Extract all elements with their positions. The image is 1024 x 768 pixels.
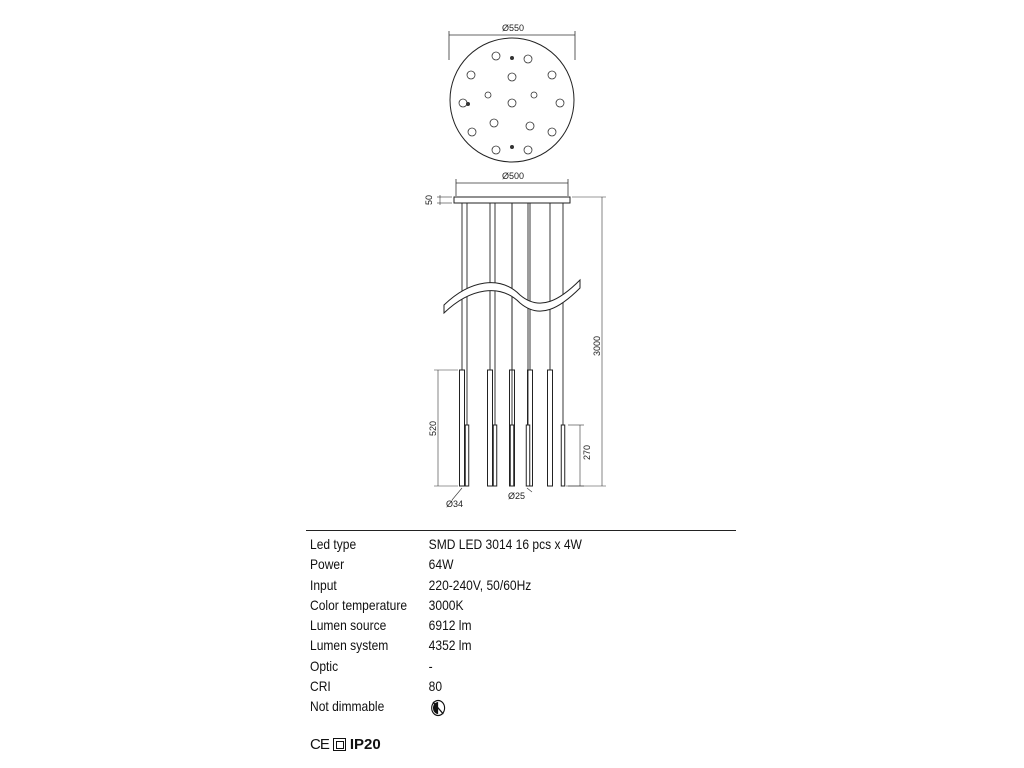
- spec-table: [310, 534, 671, 717]
- canopy-hole: [526, 122, 534, 130]
- canopy-height-label: 50: [424, 194, 434, 205]
- spec-label: Lumen source: [310, 617, 387, 634]
- not-dimmable-icon: [430, 699, 445, 717]
- spec-row: [310, 696, 671, 716]
- canopy-hole: [531, 92, 537, 98]
- spec-value: 80: [428, 678, 443, 695]
- canopy-top-view: [450, 38, 574, 162]
- long-tube-length-label: 520: [428, 420, 438, 436]
- canopy-hole: [524, 146, 532, 154]
- side-view-dimension: [456, 179, 568, 196]
- spec-divider: [306, 530, 736, 531]
- canopy-hole: [492, 52, 500, 60]
- spec-label: Power: [310, 556, 345, 573]
- spec-row: [310, 676, 671, 696]
- spec-value: 220-240V, 50/60Hz: [428, 576, 532, 593]
- spec-label: CRI: [310, 678, 331, 695]
- pendant-tube: [460, 370, 465, 486]
- spec-row: [310, 635, 671, 655]
- canopy-hole: [508, 73, 516, 81]
- spec-row: [310, 615, 671, 635]
- spec-label: Lumen system: [310, 637, 389, 654]
- canopy-hole: [510, 145, 513, 148]
- spec-value: -: [428, 657, 433, 674]
- canopy-hole: [548, 71, 556, 79]
- large-tube-diameter-label: Ø34: [446, 499, 464, 509]
- spec-value: 6912 lm: [428, 617, 472, 634]
- spec-value: SMD LED 3014 16 pcs x 4W: [428, 536, 582, 552]
- ce-mark: CE: [310, 735, 329, 753]
- pendant-tube: [526, 425, 530, 486]
- spec-row: [310, 656, 671, 676]
- canopy-hole: [548, 128, 556, 136]
- canopy-hole: [459, 99, 467, 107]
- pendant-tube: [510, 425, 514, 486]
- spec-value: 3000K: [428, 596, 464, 613]
- canopy-hole: [467, 71, 475, 79]
- canopy-hole: [492, 146, 500, 154]
- canopy-side-diameter-label: Ø500: [502, 171, 525, 181]
- spec-value: 4352 lm: [428, 637, 472, 654]
- canopy-hole: [485, 92, 491, 98]
- certification-marks: [310, 733, 381, 755]
- top-view-dimension: [449, 31, 575, 60]
- spec-label: Color temperature: [310, 596, 408, 613]
- canopy-hole: [490, 119, 498, 127]
- pendant-group: [460, 203, 565, 486]
- spec-value: 64W: [428, 556, 454, 573]
- canopy-hole: [510, 56, 513, 59]
- spec-label: Input: [310, 576, 337, 593]
- canopy-top-diameter-label: Ø550: [502, 23, 525, 33]
- spec-label: Not dimmable: [310, 698, 385, 715]
- spec-row: [310, 575, 671, 595]
- spec-row: [310, 595, 671, 615]
- spec-label: Led type: [310, 536, 357, 552]
- canopy-hole: [468, 128, 476, 136]
- small-tube-diameter-label: Ø25: [508, 491, 526, 501]
- pendant-tube: [561, 425, 565, 486]
- canopy-hole: [524, 55, 532, 63]
- ip-rating: IP20: [349, 735, 381, 753]
- spec-row: [310, 554, 671, 574]
- canopy-hole: [556, 99, 564, 107]
- spec-row: [310, 534, 671, 554]
- spec-value: [429, 696, 672, 716]
- total-height-label: 3000: [592, 335, 602, 356]
- spec-label: Optic: [310, 657, 339, 674]
- pendant-tube: [493, 425, 497, 486]
- canopy-hole: [466, 102, 469, 105]
- canopy-hole: [508, 99, 516, 107]
- pendant-tube: [465, 425, 469, 486]
- pendant-tube: [548, 370, 553, 486]
- pendant-tube: [488, 370, 493, 486]
- short-tube-length-label: 270: [582, 444, 592, 460]
- class-ii-icon: [333, 738, 346, 751]
